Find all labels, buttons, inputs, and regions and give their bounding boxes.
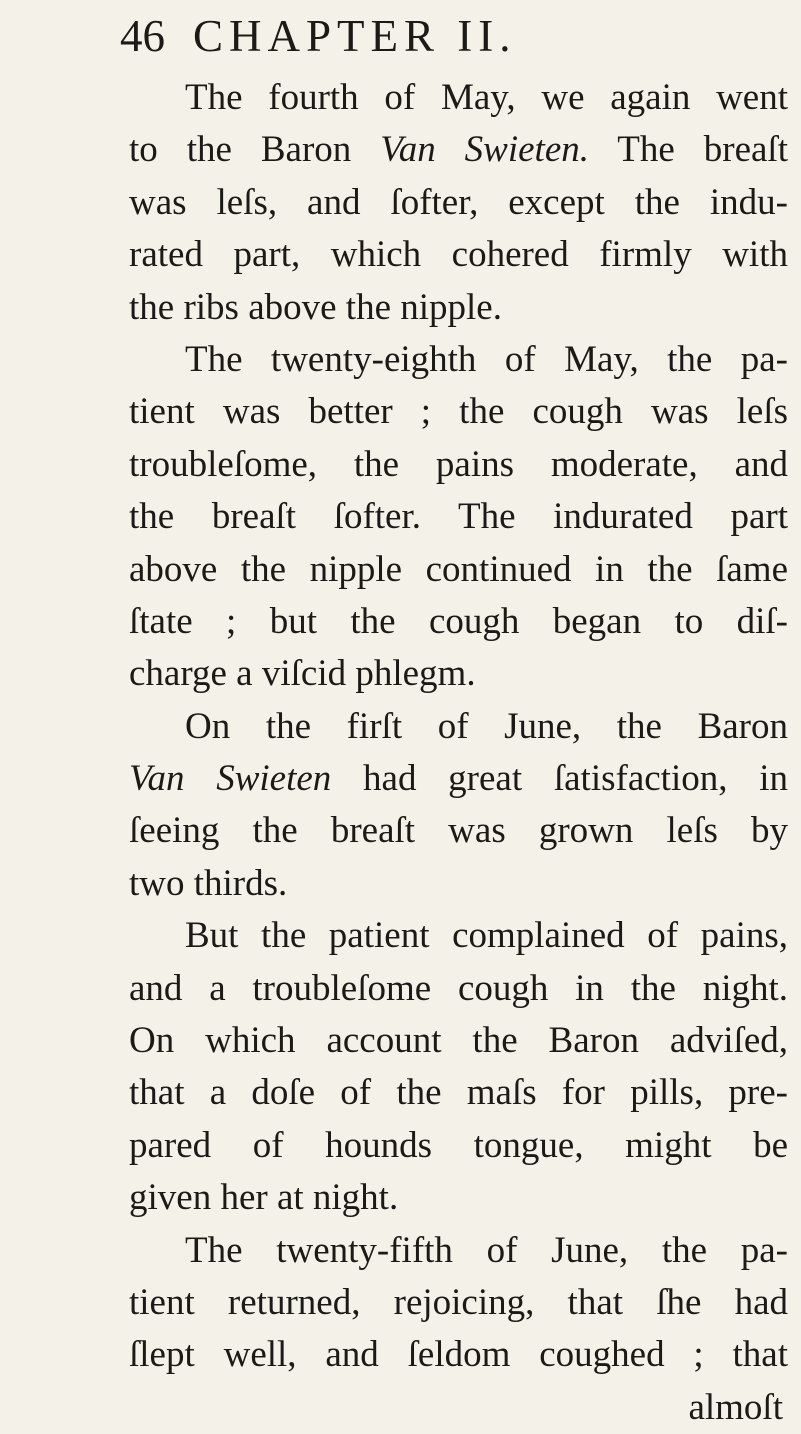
text-line: was leſs, and ſofter, except the indu-: [129, 181, 788, 223]
text-segment: had great ſatisfaction, in: [331, 758, 788, 800]
text-line: rated part, which cohered firmly with: [129, 234, 788, 276]
text-line: [129, 124, 788, 176]
italic-name: Van Swieten.: [380, 129, 590, 171]
text-segment: to the Baron: [129, 129, 381, 171]
text-line: But the patient complained of pains,: [185, 915, 788, 957]
text-line: ſeeing the breaſt was grown leſs by: [129, 810, 788, 852]
running-head: [120, 6, 517, 66]
text-line: The fourth of May, we again went: [185, 77, 788, 118]
text-line: ſtate ; but the cough began to diſ-: [129, 600, 788, 642]
italic-name: Van Swieten: [129, 758, 332, 800]
body-text: [129, 72, 788, 1434]
catchword: almoſt: [688, 1386, 783, 1428]
text-line: [129, 753, 788, 805]
text-line: On which account the Baron adviſed,: [129, 1020, 788, 1062]
text-line: the ribs above the nipple.: [129, 286, 502, 328]
page-number: 46: [120, 11, 165, 61]
text-line: troubleſome, the pains moderate, and: [129, 443, 788, 485]
text-segment: The breaſt: [589, 129, 788, 171]
text-line: On the firſt of June, the Baron: [185, 705, 788, 747]
text-line: pared of hounds tongue, might be: [129, 1124, 788, 1166]
text-line: tient was better ; the cough was leſs: [129, 391, 788, 433]
text-line: and a troubleſome cough in the night.: [129, 967, 788, 1009]
text-line: tient returned, rejoicing, that ſhe had: [129, 1281, 788, 1323]
text-line: The twenty-fifth of June, the pa-: [185, 1229, 788, 1271]
text-line: above the nipple continued in the ſame: [129, 548, 788, 590]
text-line: charge a viſcid phlegm.: [129, 653, 476, 695]
text-line: The twenty-eighth of May, the pa-: [185, 338, 788, 380]
chapter-heading: CHAPTER II.: [193, 11, 517, 61]
text-line: two thirds.: [129, 862, 288, 904]
text-line: ſlept well, and ſeldom coughed ; that: [129, 1334, 788, 1376]
text-line: given her at night.: [129, 1177, 399, 1219]
text-line: that a doſe of the maſs for pills, pre-: [129, 1072, 788, 1114]
text-line: the breaſt ſofter. The indurated part: [129, 496, 788, 538]
